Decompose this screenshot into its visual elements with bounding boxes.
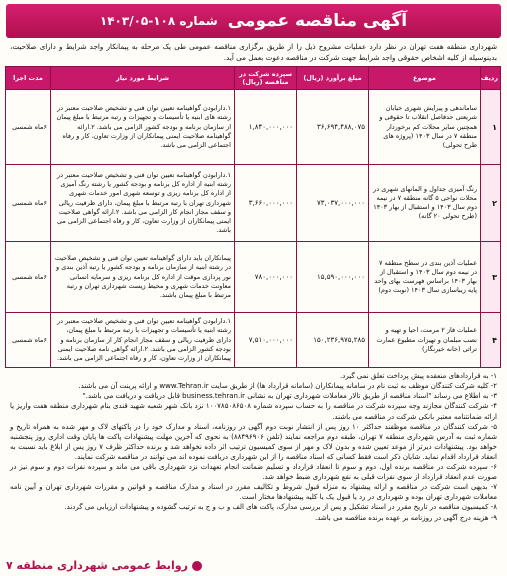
- row-estimate: ۱۵۰,۲۳۶,۹۷۵,۲۸۵: [297, 313, 369, 368]
- row-conditions: ۱.دارابودن گواهینامه تعیین توان فنی و تشخیص صلاحیت معتبر در رشته های ابنیه یا تأسیسات و تجهیزات و رتبه مرتبط با مبلغ پیمان از سازمان برنامه و بودجه کشور الزامی می باشد. ۲.ارائه گواهینامه صلاحیت ایمنی پیمانکاران از وزارت تعاون، کار و رفاه اجتماعی الزامی می باشد.: [51, 90, 235, 165]
- row-deposit: ۳,۶۶۰,۰۰۰,۰۰۰: [235, 165, 297, 242]
- notice-title: آگهی مناقصه عمومی: [227, 11, 408, 31]
- table-row: [6, 242, 501, 313]
- title-bar: [6, 4, 501, 38]
- header-duration: مدت اجرا: [6, 67, 51, 90]
- row-duration: ۶ماه شمسی: [6, 313, 51, 368]
- footer-dot-icon: [192, 561, 202, 571]
- note-item: ۸- کمیسیون مناقصه در تاریخ مقرر در اسناد تشکیل و پس از بررسی مدارک، پاکت های الف و ب و ج به ترتیب گشوده و پیشنهادات ارزیابی می گردند.: [64, 503, 497, 512]
- row-conditions: ۱.دارابودن گواهینامه تعیین توان فنی و تشخیص صلاحیت معتبر در رشته ابنیه از اداره کل برنامه و بودجه کشور یا رشته رنگ آمیزی از اداره کل برنامه ریزی و توسعه شهری امور خدمات شهری شهرداری تهران با رتبه مرتبط با مبلغ پیمان، دارای ظرفیت ریالی و سقف مجاز انجام کار الزامی می باشد. ۲.ارائه گواهی صلاحیت ایمنی پیمانکاران از وزارت تعاون، کار و رفاه اجتماعی الزامی می باشد.: [51, 165, 235, 242]
- header-subject: موضوع: [369, 67, 481, 90]
- row-duration: ۶ماه شمسی: [6, 242, 51, 313]
- footer-signature: [6, 559, 202, 572]
- row-deposit: ۱,۸۴۰,۰۰۰,۰۰۰: [235, 90, 297, 165]
- notice-number: شماره ۱۰۸-۱۴۰۳/۰۵: [99, 14, 218, 28]
- row-number: ۱: [481, 90, 501, 165]
- note-item: ۴- شرکت کنندگان مجازند وجه سپرده شرکت در مناقصه را به حساب سپرده شماره ۱۰۰۷۸۵۰۸۶۵۰۸ نزد بانک شهر شعبه شهید قندی بنام شهرداری منطقه هفت واریز یا ارائه ضمانتنامه معتبر بانکی شرکت در مناقصه می باشند.: [10, 402, 497, 421]
- note-item: ۳- به اطلاع می رساند "اسناد مناقصه از طریق تالار معاملات شهرداری تهران به نشانی business.tehran.ir قابل دریافت و دریافت می باشد.": [82, 392, 497, 401]
- note-item: ۷- بدیهی است شرکت در مناقصه و ارائه پیشنهاد به منزله قبول شروط و تکالیف مقرر در اسناد و مدارک مناقصه و قوانین و مقررات شهرداری تهران و آیین نامه معاملات شهرداری تهران بوده و شهرداری در رد یا قبول یک یا کلیه پیشنهادها مختار است.: [10, 483, 497, 502]
- header-estimate: مبلغ برآورد (ریال): [297, 67, 369, 90]
- row-duration: ۶ماه شمسی: [6, 165, 51, 242]
- note-item: ۱- به قراردادهای منعقده پیش پرداخت تعلق نمی گیرد.: [340, 372, 497, 381]
- row-estimate: ۷۳,۰۳۷,۰۰۰,۰۰۰: [297, 165, 369, 242]
- note-item: ۵- شرکت کنندگان در مناقصه موظفند حداکثر ۱۰ روز پس از انتشار نوبت دوم آگهی در روزنامه، اسناد و مدارک خود را در پاکتهای لاک و مهر شده به همراه تاریخ و شماره ثبت به آدرس شهرداری منطقه ۷ تهران، طبقه دوم مراجعه نمایند (تلفن ۸۸۴۹۶۹۰۶) به نحوی که آخرین مهلت پیشنهادات پاکت ها پایان وقت اداری روز پنجشنبه خواهد بود. پیشنهادات دیرتر از موعد تعیین شده و بدون لاک و مهر از سوی کمیسیون ترتیب اثر داده نخواهد شد و برنده حداکثر ظرف ۷ روز پس از ابلاغ باید نسبت به انعقاد قرارداد اقدام نماید. شایان ذکر است فقط کسانی که اسناد مناقصه را از این شهرداری دریافت نموده اند می توانند در مناقصه شرکت نمایند.: [10, 422, 497, 461]
- tender-table: [5, 66, 501, 368]
- intro-paragraph: شهرداری منطقه هفت تهران در نظر دارد عملیات مشروح ذیل را از طریق برگزاری مناقصه عمومی طی یک مرحله به پیمانکار واجد شرایط و دارای صلاحیت، بدینوسیله از کلیه اشخاص حقوقی واجد شرایط جهت شرکت در مناقصه دعوت بعمل می آید.: [10, 42, 497, 62]
- row-subject: عملیات آذین بندی در سطح منطقه ۷ در نیمه دوم سال ۱۴۰۳ و استقبال از بهار ۱۴۰۳ براساس فهرست بهای واحد پایه زیباسازی سال ۱۴۰۳ (نوبت دوم): [369, 242, 481, 313]
- header-conditions: شرایط مورد نیاز: [51, 67, 235, 90]
- row-duration: ۶ماه شمسی: [6, 90, 51, 165]
- row-subject: ساماندهی و پیرایش شهری خیابان شریعتی حدفاصل انقلاب تا حقوقی و همچنین سایر محلات کم برخوردار منطقه ۷ در سال ۱۴۰۳ (پروژه های طرح تحولی): [369, 90, 481, 165]
- table-header-row: [6, 67, 501, 90]
- row-subject: رنگ آمیزی جداول و المانهای شهری در محلات نواحی ۵ گانه منطقه ۷ در نیمه دوم سال ۱۴۰۳ و استقبال از بهار ۱۴۰۳ (طرح تحولی ۲۰ گانه): [369, 165, 481, 242]
- note-item: ۲- کلیه شرکت کنندگان موظف به ثبت نام در سامانه پیمانکاران (سامانه قرارداد ها) از طریق سایت www.Tehran.ir و ارائه پرینت آن می باشند.: [78, 382, 497, 391]
- table-row: [6, 165, 501, 242]
- row-deposit: ۷۸۰,۰۰۰,۰۰۰: [235, 242, 297, 313]
- row-deposit: ۷,۵۱۰,۰۰۰,۰۰۰: [235, 313, 297, 368]
- footer-text: روابط عمومی شهرداری منطقه ۷: [6, 559, 188, 572]
- row-estimate: ۳۶,۶۹۴,۴۸۸,۰۷۵: [297, 90, 369, 165]
- notes-section: [10, 371, 497, 522]
- header-deposit: سپرده شرکت در مناقصه (ریال): [235, 67, 297, 90]
- row-subject: عملیات فاز ۲ مرمت، احیا و تهیه و نصب مبلمان و تهیزات مطبوع عمارت تراثی (خانه خیرنگار): [369, 313, 481, 368]
- row-estimate: ۱۵,۵۹۰,۰۰۰,۰۰۰: [297, 242, 369, 313]
- note-item: ۶- سپرده شرکت در مناقصه برنده اول، دوم و سوم تا انعقاد قرارداد و تسلیم ضمانت انجام تعهدات نزد شهرداری باقی می ماند و سپرده نفرات دوم و سوم نیز در صورت عدم انعقاد قرارداد از سوی نفرات قبلی به نفع شهرداری ضبط خواهد شد.: [10, 463, 497, 482]
- row-number: ۳: [481, 242, 501, 313]
- row-number: ۲: [481, 165, 501, 242]
- note-item: ۹- هزینه درج آگهی در روزنامه بر عهده برنده مناقصه می باشد.: [315, 513, 497, 522]
- table-row: [6, 313, 501, 368]
- header-row-number: ردیف: [481, 67, 501, 90]
- row-conditions: ۱.دارابودن گواهینامه تعیین توان فنی و تشخیص صلاحیت معتبر در رشته ابنیه یا تأسیسات و تجهیزات با رتبه مرتبط با مبلغ پیمان، دارای ظرفیت ریالی و سقف مجاز انجام کار از سازمان برنامه و بودجه کشور الزامی می باشد. ۲.ارائه گواهی نامه صلاحیت ایمنی پیمانکاران از وزارت تعاون، کار و رفاه اجتماعی الزامی می باشد.: [51, 313, 235, 368]
- table-row: [6, 90, 501, 165]
- row-conditions: پیمانکاران باید دارای گواهینامه تعیین توان فنی و تشخیص صلاحیت در رشته ابنیه از سازمان برنامه و بودجه کشور یا رتبه آذین بندی و نور پردازی موقت از اداره کل برنامه ریزی و سرمایه انسانی معاونت خدمات شهری و محیط زیست شهرداری تهران و رتبه مرتبط با مبلغ پیمان باشند.: [51, 242, 235, 313]
- row-number: ۴: [481, 313, 501, 368]
